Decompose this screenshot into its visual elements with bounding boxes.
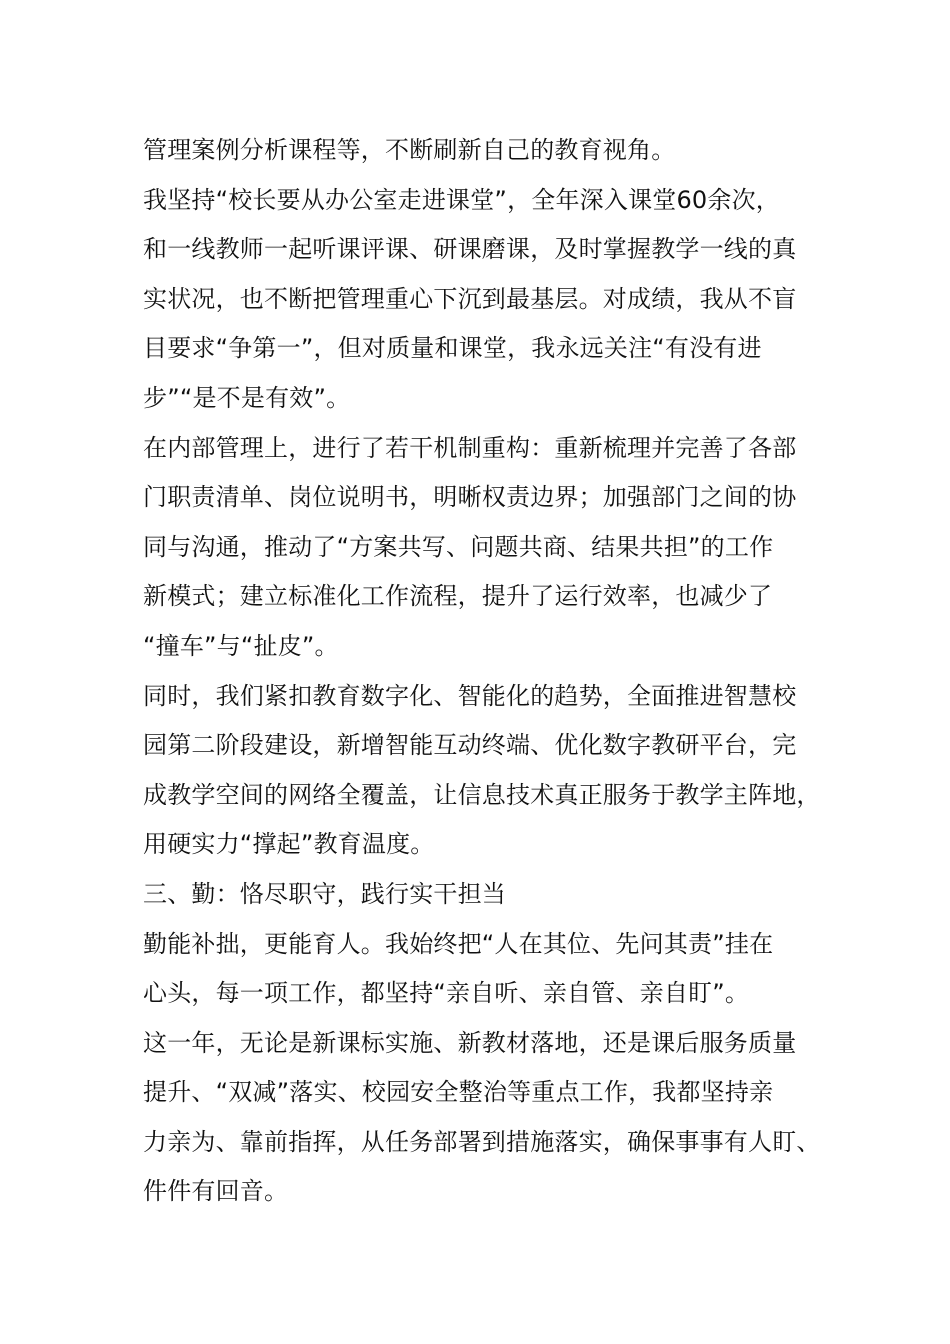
- text-line: 力亲为、靠前指挥，从任务部署到措施落实，确保事事有人盯、: [143, 1127, 821, 1156]
- text-line: 勤能补拙，更能育人。我始终把“人在其位、先问其责”挂在: [143, 929, 774, 958]
- text-line: 门职责清单、岗位说明书，明晰权责边界；加强部门之间的协: [143, 483, 797, 512]
- text-line: 用硬实力“撑起”教育温度。: [143, 830, 435, 859]
- text-line: “撞车”与“扯皮”。: [143, 631, 339, 660]
- document-body: [143, 126, 833, 1217]
- section-heading: 三、勤：恪尽职守，践行实干担当: [143, 879, 506, 908]
- text-line: 新模式；建立标准化工作流程，提升了运行效率，也减少了: [143, 582, 773, 611]
- text-line: 步”“是不是有效”。: [143, 383, 351, 412]
- text-line: 在内部管理上，进行了若干机制重构：重新梳理并完善了各部: [143, 433, 797, 462]
- text-line: 同与沟通，推动了“方案共写、问题共商、结果共担”的工作: [143, 532, 774, 561]
- text-line: 同时，我们紧扣教育数字化、智能化的趋势，全面推进智慧校: [143, 681, 797, 710]
- text-line: 目要求“争第一”，但对质量和课堂，我永远关注“有没有进: [143, 334, 762, 363]
- text-line: 管理案例分析课程等，不断刷新自己的教育视角。: [143, 136, 676, 164]
- text-line: 件件有回音。: [143, 1177, 289, 1206]
- text-line: 园第二阶段建设，新增智能互动终端、优化数字教研平台，完: [143, 731, 797, 760]
- text-line: 这一年，无论是新课标实施、新教材落地，还是课后服务质量: [143, 1028, 797, 1057]
- text-line: 心头，每一项工作，都坚持“亲自听、亲自管、亲自盯”。: [143, 979, 750, 1008]
- text-line: 实状况，也不断把管理重心下沉到最基层。对成绩，我从不盲: [143, 284, 797, 313]
- text-line: 成教学空间的网络全覆盖，让信息技术真正服务于教学主阵地，: [143, 780, 821, 809]
- text-line: 提升、“双减”落实、校园安全整治等重点工作，我都坚持亲: [143, 1078, 774, 1107]
- text-line: 和一线教师一起听课评课、研课磨课，及时掌握教学一线的真: [143, 235, 797, 264]
- text-line: 我坚持“校长要从办公室走进课堂”，全年深入课堂60余次，: [143, 185, 781, 214]
